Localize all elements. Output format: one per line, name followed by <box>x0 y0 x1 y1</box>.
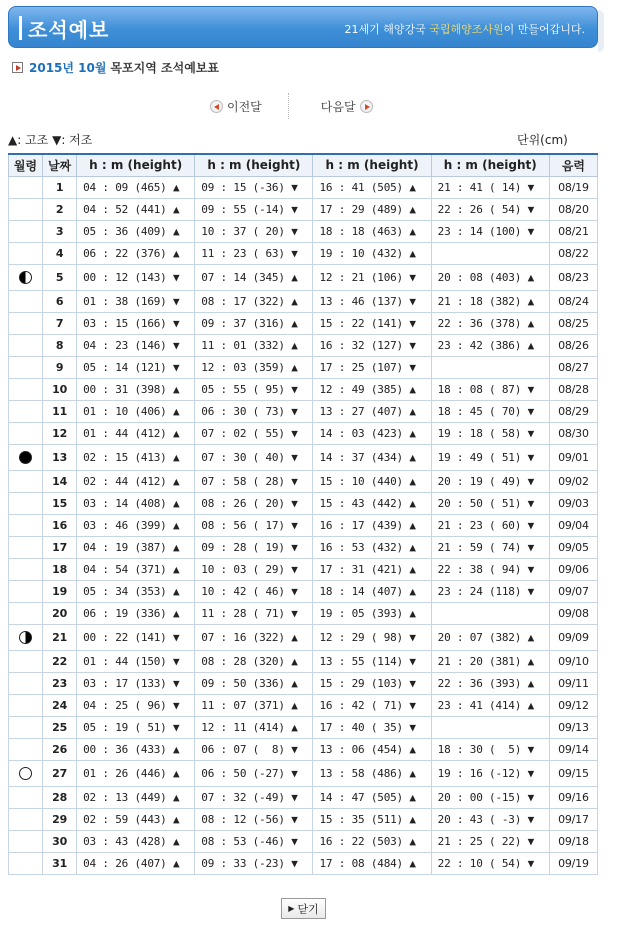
close-button[interactable] <box>281 898 326 919</box>
table-row <box>9 738 598 760</box>
date-cell: 9 <box>43 356 77 378</box>
tide-4-cell: 19 : 18 ( 58) ▼ <box>431 422 549 444</box>
tide-3-cell: 17 : 40 ( 35) ▼ <box>313 716 431 738</box>
table-row <box>9 694 598 716</box>
tide-3-cell: 12 : 29 ( 98) ▼ <box>313 624 431 650</box>
tide-3-cell: 17 : 08 (484) ▲ <box>313 852 431 874</box>
tide-1-cell: 04 : 54 (371) ▲ <box>77 558 195 580</box>
lunar-date-cell: 08/27 <box>549 356 597 378</box>
tide-3-cell: 14 : 37 (434) ▲ <box>313 444 431 470</box>
tide-2-cell: 07 : 02 ( 55) ▼ <box>195 422 313 444</box>
tide-3-cell: 16 : 42 ( 71) ▼ <box>313 694 431 716</box>
moon-phase-cell <box>9 624 43 650</box>
tide-4-cell: 22 : 38 ( 94) ▼ <box>431 558 549 580</box>
tide-2-cell: 08 : 12 (-56) ▼ <box>195 808 313 830</box>
new-moon-icon <box>19 451 32 464</box>
close-label: 닫기 <box>297 902 319 916</box>
table-row <box>9 716 598 738</box>
moon-phase-cell <box>9 830 43 852</box>
tide-1-cell: 03 : 15 (166) ▼ <box>77 312 195 334</box>
table-row <box>9 624 598 650</box>
full-moon-icon <box>19 767 32 780</box>
tide-3-cell: 16 : 17 (439) ▲ <box>313 514 431 536</box>
tide-3-cell: 14 : 47 (505) ▲ <box>313 786 431 808</box>
year-month: 2015년 10월 <box>29 61 107 75</box>
table-row <box>9 558 598 580</box>
tide-1-cell: 04 : 23 (146) ▼ <box>77 334 195 356</box>
tide-4-cell: 23 : 41 (414) ▲ <box>431 694 549 716</box>
header-edge <box>598 10 604 52</box>
lunar-date-cell: 08/25 <box>549 312 597 334</box>
table-row <box>9 356 598 378</box>
next-month-button[interactable] <box>321 98 373 115</box>
moon-phase-cell <box>9 470 43 492</box>
date-cell: 1 <box>43 176 77 198</box>
tide-legend: ▲: 고조 ▼: 저조 <box>8 133 93 147</box>
tide-1-cell: 01 : 44 (412) ▲ <box>77 422 195 444</box>
tide-4-cell <box>431 242 549 264</box>
tide-3-cell: 15 : 35 (511) ▲ <box>313 808 431 830</box>
tide-1-cell: 01 : 26 (446) ▲ <box>77 760 195 786</box>
moon-phase-cell <box>9 378 43 400</box>
date-cell: 24 <box>43 694 77 716</box>
tide-1-cell: 04 : 09 (465) ▲ <box>77 176 195 198</box>
tide-2-cell: 07 : 16 (322) ▲ <box>195 624 313 650</box>
lunar-date-cell: 09/16 <box>549 786 597 808</box>
lunar-date-cell: 08/24 <box>549 290 597 312</box>
lunar-date-cell: 09/11 <box>549 672 597 694</box>
tide-4-cell: 20 : 00 (-15) ▼ <box>431 786 549 808</box>
table-row <box>9 602 598 624</box>
tide-4-cell: 20 : 08 (403) ▲ <box>431 264 549 290</box>
table-row <box>9 650 598 672</box>
lunar-date-cell: 09/04 <box>549 514 597 536</box>
date-cell: 4 <box>43 242 77 264</box>
moon-phase-cell <box>9 786 43 808</box>
tide-4-cell: 18 : 08 ( 87) ▼ <box>431 378 549 400</box>
lunar-date-cell: 08/30 <box>549 422 597 444</box>
moon-phase-cell <box>9 492 43 514</box>
lunar-date-cell: 09/12 <box>549 694 597 716</box>
tide-1-cell: 06 : 22 (376) ▲ <box>77 242 195 264</box>
tide-2-cell: 06 : 50 (-27) ▼ <box>195 760 313 786</box>
tide-3-cell: 15 : 22 (141) ▼ <box>313 312 431 334</box>
col-date: 날짜 <box>43 154 77 176</box>
tide-1-cell: 04 : 26 (407) ▲ <box>77 852 195 874</box>
moon-phase-cell <box>9 400 43 422</box>
tide-1-cell: 02 : 44 (412) ▲ <box>77 470 195 492</box>
table-row <box>9 672 598 694</box>
table-row <box>9 536 598 558</box>
col-tide-4: h : m (height) <box>431 154 549 176</box>
tide-1-cell: 02 : 13 (449) ▲ <box>77 786 195 808</box>
tide-1-cell: 04 : 52 (441) ▲ <box>77 198 195 220</box>
tide-2-cell: 06 : 30 ( 73) ▼ <box>195 400 313 422</box>
tide-4-cell: 21 : 18 (382) ▲ <box>431 290 549 312</box>
col-tide-2: h : m (height) <box>195 154 313 176</box>
tide-4-cell: 22 : 36 (393) ▲ <box>431 672 549 694</box>
tide-4-cell <box>431 356 549 378</box>
moon-phase-cell <box>9 356 43 378</box>
region-title: 목포지역 조석예보표 <box>110 61 219 75</box>
date-cell: 22 <box>43 650 77 672</box>
tide-1-cell: 04 : 25 ( 96) ▼ <box>77 694 195 716</box>
date-cell: 7 <box>43 312 77 334</box>
tide-2-cell: 12 : 03 (359) ▲ <box>195 356 313 378</box>
lunar-date-cell: 08/21 <box>549 220 597 242</box>
tagline-highlight: 국립해양조사원 <box>429 23 504 36</box>
tide-2-cell: 09 : 15 (-36) ▼ <box>195 176 313 198</box>
tide-4-cell: 23 : 24 (118) ▼ <box>431 580 549 602</box>
table-row <box>9 492 598 514</box>
date-cell: 27 <box>43 760 77 786</box>
date-cell: 13 <box>43 444 77 470</box>
moon-phase-cell <box>9 198 43 220</box>
prev-month-label: 이전달 <box>227 99 262 114</box>
table-row <box>9 830 598 852</box>
tide-2-cell: 09 : 33 (-23) ▼ <box>195 852 313 874</box>
arrow-left-icon <box>210 100 223 113</box>
tide-1-cell: 00 : 31 (398) ▲ <box>77 378 195 400</box>
page-title: 조석예보 <box>28 18 110 42</box>
tide-1-cell: 00 : 36 (433) ▲ <box>77 738 195 760</box>
prev-month-button[interactable] <box>210 98 262 115</box>
bullet-arrow-icon <box>12 62 23 73</box>
date-cell: 16 <box>43 514 77 536</box>
tide-4-cell: 21 : 23 ( 60) ▼ <box>431 514 549 536</box>
first-moon-icon <box>19 631 32 644</box>
table-row <box>9 580 598 602</box>
table-row <box>9 264 598 290</box>
table-subtitle <box>12 59 219 76</box>
tide-2-cell: 07 : 30 ( 40) ▼ <box>195 444 313 470</box>
lunar-date-cell: 09/14 <box>549 738 597 760</box>
date-cell: 15 <box>43 492 77 514</box>
tide-1-cell: 05 : 19 ( 51) ▼ <box>77 716 195 738</box>
tide-3-cell: 13 : 06 (454) ▲ <box>313 738 431 760</box>
tide-4-cell: 19 : 49 ( 51) ▼ <box>431 444 549 470</box>
tide-4-cell: 20 : 07 (382) ▲ <box>431 624 549 650</box>
tide-4-cell: 20 : 43 ( -3) ▼ <box>431 808 549 830</box>
table-row <box>9 198 598 220</box>
tide-2-cell: 10 : 37 ( 20) ▼ <box>195 220 313 242</box>
tide-1-cell: 03 : 17 (133) ▼ <box>77 672 195 694</box>
tide-3-cell: 19 : 05 (393) ▲ <box>313 602 431 624</box>
table-row <box>9 312 598 334</box>
lunar-date-cell: 09/13 <box>549 716 597 738</box>
date-cell: 30 <box>43 830 77 852</box>
lunar-date-cell: 08/20 <box>549 198 597 220</box>
tide-1-cell: 01 : 10 (406) ▲ <box>77 400 195 422</box>
lunar-date-cell: 09/17 <box>549 808 597 830</box>
moon-phase-cell <box>9 738 43 760</box>
tide-4-cell: 23 : 14 (100) ▼ <box>431 220 549 242</box>
date-cell: 23 <box>43 672 77 694</box>
lunar-date-cell: 08/19 <box>549 176 597 198</box>
table-row <box>9 378 598 400</box>
lunar-date-cell: 08/22 <box>549 242 597 264</box>
table-header-row <box>9 154 598 176</box>
table-row <box>9 290 598 312</box>
page-header <box>8 6 598 48</box>
moon-phase-cell <box>9 176 43 198</box>
header-tagline <box>344 21 585 37</box>
tide-4-cell <box>431 602 549 624</box>
lunar-date-cell: 09/06 <box>549 558 597 580</box>
date-cell: 8 <box>43 334 77 356</box>
tide-1-cell: 02 : 15 (413) ▲ <box>77 444 195 470</box>
moon-phase-cell <box>9 558 43 580</box>
tide-4-cell: 20 : 19 ( 49) ▼ <box>431 470 549 492</box>
tide-2-cell: 08 : 28 (320) ▲ <box>195 650 313 672</box>
tide-2-cell: 09 : 37 (316) ▲ <box>195 312 313 334</box>
tide-4-cell: 21 : 20 (381) ▲ <box>431 650 549 672</box>
table-row <box>9 422 598 444</box>
lunar-date-cell: 09/10 <box>549 650 597 672</box>
tide-3-cell: 12 : 49 (385) ▲ <box>313 378 431 400</box>
tide-table <box>8 153 598 875</box>
moon-phase-cell <box>9 580 43 602</box>
tide-2-cell: 08 : 56 ( 17) ▼ <box>195 514 313 536</box>
arrow-right-icon <box>360 100 373 113</box>
tide-2-cell: 08 : 26 ( 20) ▼ <box>195 492 313 514</box>
lunar-date-cell: 09/08 <box>549 602 597 624</box>
moon-phase-cell <box>9 808 43 830</box>
date-cell: 5 <box>43 264 77 290</box>
tide-2-cell: 12 : 11 (414) ▲ <box>195 716 313 738</box>
date-cell: 19 <box>43 580 77 602</box>
moon-phase-cell <box>9 672 43 694</box>
tide-1-cell: 05 : 14 (121) ▼ <box>77 356 195 378</box>
moon-phase-cell <box>9 716 43 738</box>
lunar-date-cell: 08/29 <box>549 400 597 422</box>
tide-3-cell: 15 : 29 (103) ▼ <box>313 672 431 694</box>
tide-3-cell: 16 : 32 (127) ▼ <box>313 334 431 356</box>
moon-phase-cell <box>9 852 43 874</box>
tide-3-cell: 19 : 10 (432) ▲ <box>313 242 431 264</box>
tide-3-cell: 16 : 53 (432) ▲ <box>313 536 431 558</box>
tide-2-cell: 11 : 07 (371) ▲ <box>195 694 313 716</box>
tide-4-cell: 22 : 26 ( 54) ▼ <box>431 198 549 220</box>
tide-3-cell: 18 : 18 (463) ▲ <box>313 220 431 242</box>
tide-2-cell: 08 : 53 (-46) ▼ <box>195 830 313 852</box>
tide-3-cell: 15 : 10 (440) ▲ <box>313 470 431 492</box>
moon-phase-cell <box>9 264 43 290</box>
month-navigation <box>210 91 373 121</box>
tide-4-cell <box>431 716 549 738</box>
tide-2-cell: 09 : 28 ( 19) ▼ <box>195 536 313 558</box>
table-row <box>9 470 598 492</box>
date-cell: 17 <box>43 536 77 558</box>
lunar-date-cell: 09/01 <box>549 444 597 470</box>
tide-4-cell: 21 : 41 ( 14) ▼ <box>431 176 549 198</box>
date-cell: 21 <box>43 624 77 650</box>
tide-2-cell: 07 : 14 (345) ▲ <box>195 264 313 290</box>
date-cell: 2 <box>43 198 77 220</box>
tagline-prefix: 21세기 해양강국 <box>344 23 430 36</box>
tide-1-cell: 04 : 19 (387) ▲ <box>77 536 195 558</box>
moon-phase-cell <box>9 290 43 312</box>
tide-4-cell: 23 : 42 (386) ▲ <box>431 334 549 356</box>
table-row <box>9 176 598 198</box>
tide-3-cell: 13 : 55 (114) ▼ <box>313 650 431 672</box>
date-cell: 11 <box>43 400 77 422</box>
last-moon-icon <box>19 271 32 284</box>
tide-4-cell: 19 : 16 (-12) ▼ <box>431 760 549 786</box>
lunar-date-cell: 08/23 <box>549 264 597 290</box>
tide-3-cell: 14 : 03 (423) ▲ <box>313 422 431 444</box>
tide-4-cell: 18 : 45 ( 70) ▼ <box>431 400 549 422</box>
tide-3-cell: 13 : 46 (137) ▼ <box>313 290 431 312</box>
moon-phase-cell <box>9 242 43 264</box>
tide-2-cell: 09 : 50 (336) ▲ <box>195 672 313 694</box>
tide-4-cell: 21 : 25 ( 22) ▼ <box>431 830 549 852</box>
tide-3-cell: 18 : 14 (407) ▲ <box>313 580 431 602</box>
table-row <box>9 786 598 808</box>
table-row <box>9 334 598 356</box>
tide-3-cell: 16 : 41 (505) ▲ <box>313 176 431 198</box>
date-cell: 18 <box>43 558 77 580</box>
moon-phase-cell <box>9 514 43 536</box>
moon-phase-cell <box>9 694 43 716</box>
next-month-label: 다음달 <box>320 99 356 114</box>
tide-3-cell: 17 : 29 (489) ▲ <box>313 198 431 220</box>
tide-4-cell: 20 : 50 ( 51) ▼ <box>431 492 549 514</box>
table-row <box>9 808 598 830</box>
tide-2-cell: 11 : 28 ( 71) ▼ <box>195 602 313 624</box>
lunar-date-cell: 09/02 <box>549 470 597 492</box>
table-row <box>9 852 598 874</box>
table-row <box>9 444 598 470</box>
date-cell: 3 <box>43 220 77 242</box>
moon-phase-cell <box>9 312 43 334</box>
tide-3-cell: 16 : 22 (503) ▲ <box>313 830 431 852</box>
lunar-date-cell: 09/09 <box>549 624 597 650</box>
date-cell: 12 <box>43 422 77 444</box>
date-cell: 29 <box>43 808 77 830</box>
unit-label: 단위(cm) <box>517 133 568 147</box>
moon-phase-cell <box>9 760 43 786</box>
table-row <box>9 760 598 786</box>
date-cell: 6 <box>43 290 77 312</box>
col-moon-phase: 월령 <box>9 154 43 176</box>
date-cell: 20 <box>43 602 77 624</box>
table-row <box>9 220 598 242</box>
moon-phase-cell <box>9 444 43 470</box>
tide-4-cell: 18 : 30 ( 5) ▼ <box>431 738 549 760</box>
tide-4-cell: 21 : 59 ( 74) ▼ <box>431 536 549 558</box>
tide-2-cell: 11 : 23 ( 63) ▼ <box>195 242 313 264</box>
col-tide-3: h : m (height) <box>313 154 431 176</box>
lunar-date-cell: 09/18 <box>549 830 597 852</box>
tide-1-cell: 01 : 44 (150) ▼ <box>77 650 195 672</box>
tagline-suffix: 이 만들어갑니다. <box>503 23 585 36</box>
date-cell: 31 <box>43 852 77 874</box>
table-row <box>9 514 598 536</box>
tide-3-cell: 12 : 21 (106) ▼ <box>313 264 431 290</box>
lunar-date-cell: 08/28 <box>549 378 597 400</box>
tide-3-cell: 17 : 25 (107) ▼ <box>313 356 431 378</box>
tide-2-cell: 05 : 55 ( 95) ▼ <box>195 378 313 400</box>
tide-1-cell: 03 : 43 (428) ▲ <box>77 830 195 852</box>
tide-2-cell: 08 : 17 (322) ▲ <box>195 290 313 312</box>
table-row <box>9 400 598 422</box>
lunar-date-cell: 09/19 <box>549 852 597 874</box>
date-cell: 25 <box>43 716 77 738</box>
tide-2-cell: 10 : 42 ( 46) ▼ <box>195 580 313 602</box>
tide-2-cell: 07 : 58 ( 28) ▼ <box>195 470 313 492</box>
lunar-date-cell: 09/15 <box>549 760 597 786</box>
tide-1-cell: 01 : 38 (169) ▼ <box>77 290 195 312</box>
tide-2-cell: 10 : 03 ( 29) ▼ <box>195 558 313 580</box>
tide-2-cell: 09 : 55 (-14) ▼ <box>195 198 313 220</box>
lunar-date-cell: 09/05 <box>549 536 597 558</box>
col-tide-1: h : m (height) <box>77 154 195 176</box>
tide-1-cell: 05 : 34 (353) ▲ <box>77 580 195 602</box>
tide-3-cell: 13 : 58 (486) ▲ <box>313 760 431 786</box>
tide-1-cell: 03 : 46 (399) ▲ <box>77 514 195 536</box>
date-cell: 14 <box>43 470 77 492</box>
date-cell: 26 <box>43 738 77 760</box>
tide-1-cell: 00 : 12 (143) ▼ <box>77 264 195 290</box>
tide-4-cell: 22 : 10 ( 54) ▼ <box>431 852 549 874</box>
moon-phase-cell <box>9 422 43 444</box>
lunar-date-cell: 09/03 <box>549 492 597 514</box>
tide-2-cell: 11 : 01 (332) ▲ <box>195 334 313 356</box>
title-bar-accent <box>19 16 22 40</box>
tide-4-cell: 22 : 36 (378) ▲ <box>431 312 549 334</box>
table-row <box>9 242 598 264</box>
tide-3-cell: 15 : 43 (442) ▲ <box>313 492 431 514</box>
moon-phase-cell <box>9 536 43 558</box>
lunar-date-cell: 08/26 <box>549 334 597 356</box>
lunar-date-cell: 09/07 <box>549 580 597 602</box>
moon-phase-cell <box>9 650 43 672</box>
chevron-right-icon: ▶ <box>288 904 295 913</box>
moon-phase-cell <box>9 602 43 624</box>
moon-phase-cell <box>9 220 43 242</box>
tide-1-cell: 03 : 14 (408) ▲ <box>77 492 195 514</box>
tide-2-cell: 07 : 32 (-49) ▼ <box>195 786 313 808</box>
moon-phase-cell <box>9 334 43 356</box>
tide-2-cell: 06 : 07 ( 8) ▼ <box>195 738 313 760</box>
tide-3-cell: 13 : 27 (407) ▲ <box>313 400 431 422</box>
tide-1-cell: 05 : 36 (409) ▲ <box>77 220 195 242</box>
tide-3-cell: 17 : 31 (421) ▲ <box>313 558 431 580</box>
col-lunar-date: 음력 <box>549 154 597 176</box>
tide-1-cell: 02 : 59 (443) ▲ <box>77 808 195 830</box>
nav-divider <box>288 93 289 119</box>
tide-1-cell: 00 : 22 (141) ▼ <box>77 624 195 650</box>
date-cell: 28 <box>43 786 77 808</box>
tide-1-cell: 06 : 19 (336) ▲ <box>77 602 195 624</box>
date-cell: 10 <box>43 378 77 400</box>
